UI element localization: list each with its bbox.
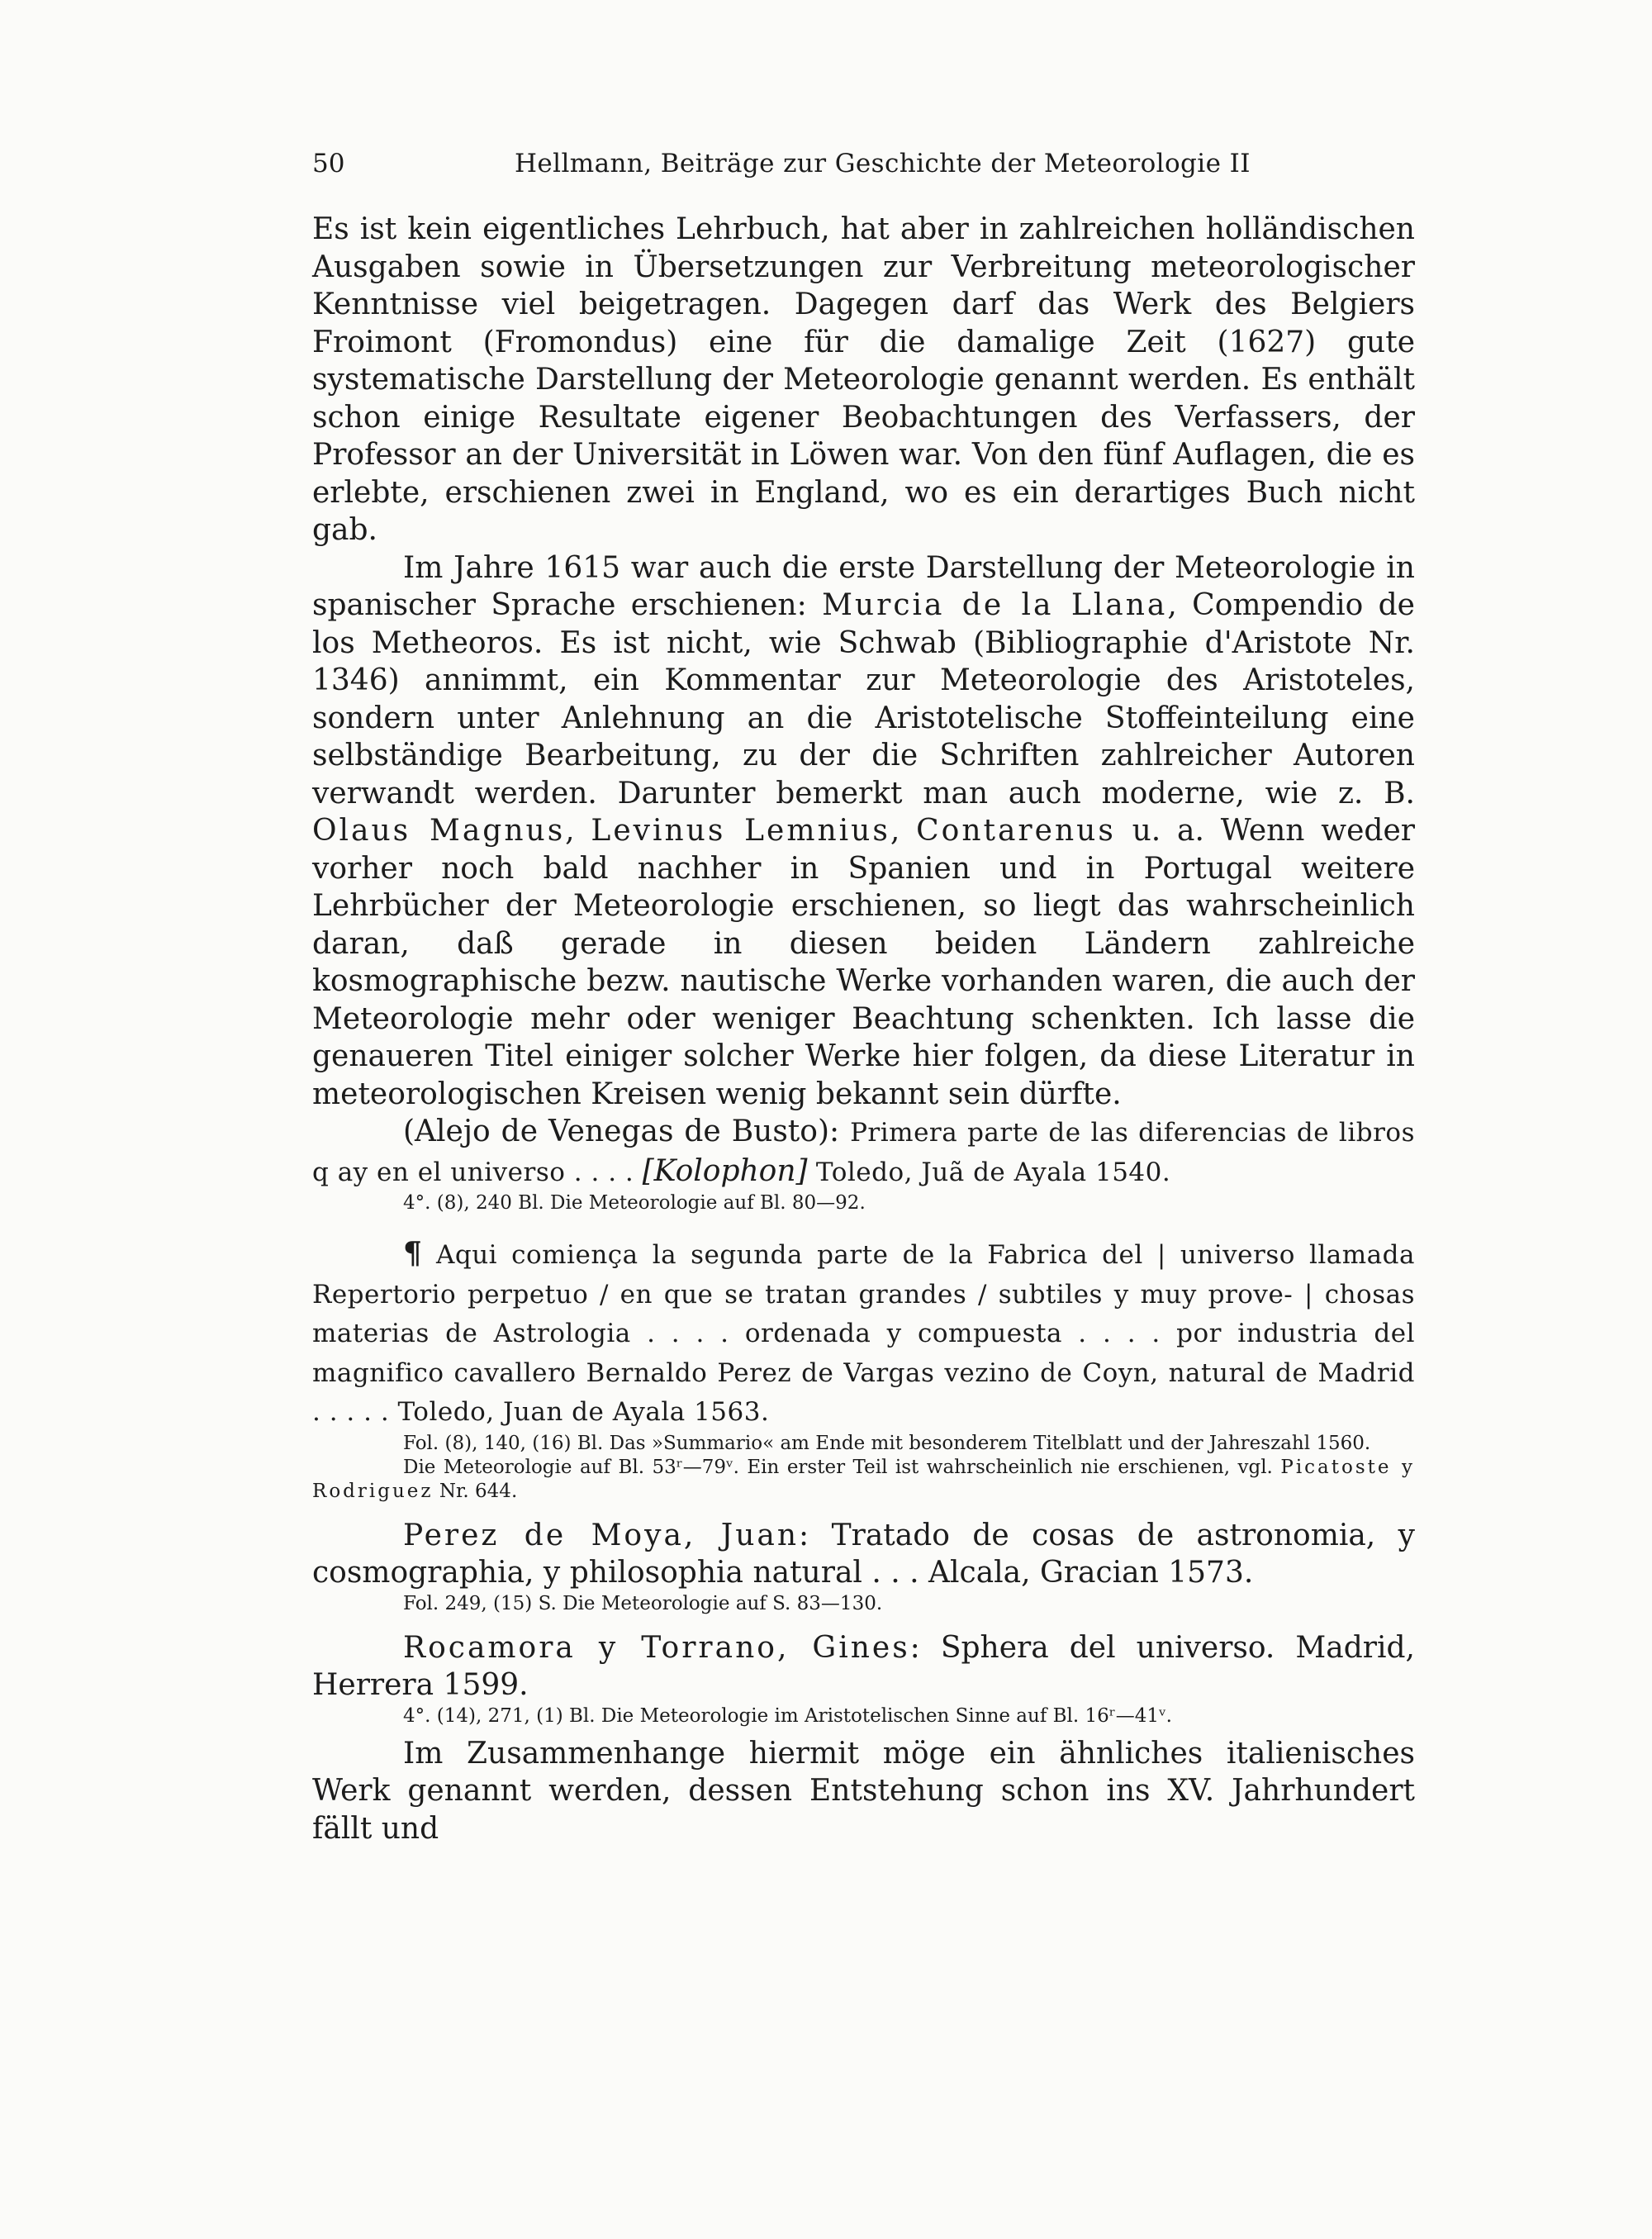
running-title: Hellmann, Beiträge zur Geschichte der Meteorologie II	[515, 149, 1251, 178]
running-header	[312, 149, 1652, 198]
page-body	[312, 211, 1415, 1847]
reference-note-text: Die Meteorologie auf Bl. 53ʳ—79ᵛ. Ein erster Teil ist wahrscheinlich nie erschienen, vgl.	[403, 1456, 1281, 1478]
reference-note-text: Nr. 644.	[433, 1480, 518, 1502]
reference-author: Perez de Moya, Juan	[403, 1518, 800, 1552]
paragraph-1: Es ist kein eigentliches Lehrbuch, hat aber in zahlreichen holländischen Ausgaben sowie in Übersetzungen zur Verbreitung meteorologischer Kenntnisse viel beigetragen. Dagegen darf das Werk des Belgiers Froimont (Fromondus) eine für die damalige Zeit (1627) gute systematische Darstellung der Meteorologie genannt werden. Es enthält schon einige Resultate eigener Beobachtungen des Verfassers, der Professor an der Universität in Löwen war. Von den fünf Auflagen, die es erlebte, erschienen zwei in England, wo es ein derartiges Buch nicht gab.	[312, 212, 1415, 547]
author-olaus-magnus: Olaus Magnus	[312, 814, 566, 848]
paragraph-2-text: Im Jahre 1615 war auch die erste Darstellung der Meteorologie in spanischer Sprache erschienen:	[312, 550, 1415, 622]
separator: ,	[565, 814, 591, 848]
reference-imprint: Toledo, Juã de Ayala 1540.	[807, 1157, 1171, 1187]
page-number: 50	[312, 149, 345, 178]
reference-note: 4°. (8), 240 Bl. Die Meteorologie auf Bl. 80—92.	[403, 1192, 866, 1214]
author-murcia: Murcia de la Llana	[822, 588, 1168, 622]
reference-title: Aqui comiença la segunda parte de la Fabrica del | universo llamada Repertorio perpetuo / en que se tratan grandes / subtiles y muy prove- | chosas materias de Astrologia . . . . ordenada y compuesta . . . . por industria del magnifico cavallero Bernaldo Perez de Vargas vezino de Coyn, natural de Madrid . . . . . Toledo, Juan de Ayala 1563.	[312, 1240, 1415, 1427]
reference-perez-de-vargas	[312, 1235, 1415, 1432]
reference-note	[312, 1456, 1415, 1504]
paragraph-2-text: u. a. Wenn weder vorher noch bald nachher in Spanien und in Portugal weitere Lehrbücher der Meteorologie erschienen, so liegt das wahrscheinlich daran, daß gerade in diesen beiden Ländern zahlreiche kosmographische bezw. nautische Werke vorhanden waren, die auch der Meteorologie mehr oder weniger Beachtung schenkten. Ich lasse die genaueren Titel einiger solcher Werke hier folgen, da diese Literatur in meteorologischen Kreisen wenig bekannt sein dürfte.	[312, 814, 1415, 1111]
reference-note: 4°. (14), 271, (1) Bl. Die Meteorologie im Aristotelischen Sinne auf Bl. 16ʳ—41ᵛ.	[403, 1704, 1172, 1727]
reference-rocamora	[312, 1629, 1415, 1704]
separator: ,	[890, 814, 917, 848]
kolophon-label: [Kolophon]	[642, 1153, 808, 1188]
reference-author: Rocamora y Torrano, Gines	[403, 1630, 910, 1665]
reference-note: Fol. 249, (15) S. Die Meteorologie auf S. 83—130.	[403, 1592, 883, 1614]
reference-venegas	[312, 1113, 1415, 1191]
author-contarenus: Contarenus	[916, 814, 1116, 848]
author-picatoste: Picatoste y Rodriguez	[312, 1456, 1415, 1502]
paragraph-3: Im Zusammenhange hiermit möge ein ähnliches italienisches Werk genannt werden, dessen Entstehung schon ins XV. Jahrhundert fällt und	[312, 1736, 1415, 1846]
author-lemnius: Levinus Lemnius	[591, 814, 890, 848]
reference-note: Fol. (8), 140, (16) Bl. Das »Summario« am Ende mit besonderem Titelblatt und der Jahreszahl 1560.	[403, 1432, 1371, 1454]
reference-title: : Tratado de cosas de astronomia, y cosmographia, y philosophia natural . . . Alcala, Gracian 1573.	[312, 1518, 1415, 1590]
pilcrow-mark: ¶	[403, 1236, 422, 1271]
reference-title: Primera parte de las diferencias de libros q ay en el universo . . . .	[312, 1118, 1415, 1187]
reference-author: (Alejo de Venegas de Busto):	[403, 1115, 851, 1148]
reference-perez-de-moya	[312, 1517, 1415, 1592]
paragraph-2	[312, 549, 1415, 1114]
reference-title: : Sphera del universo. Madrid, Herrera 1599.	[312, 1630, 1415, 1702]
paragraph-2-text: , Compendio de los Metheoros. Es ist nicht, wie Schwab (Bibliographie d'Aristote Nr. 1346) annimmt, ein Kommentar zur Meteorologie des Aristoteles, sondern unter Anlehnung an die Aristotelische Stoffeinteilung eine selbständige Bearbeitung, zu der die Schriften zahlreicher Autoren verwandt werden. Darunter bemerkt man auch moderne, wie z. B.	[312, 588, 1415, 811]
